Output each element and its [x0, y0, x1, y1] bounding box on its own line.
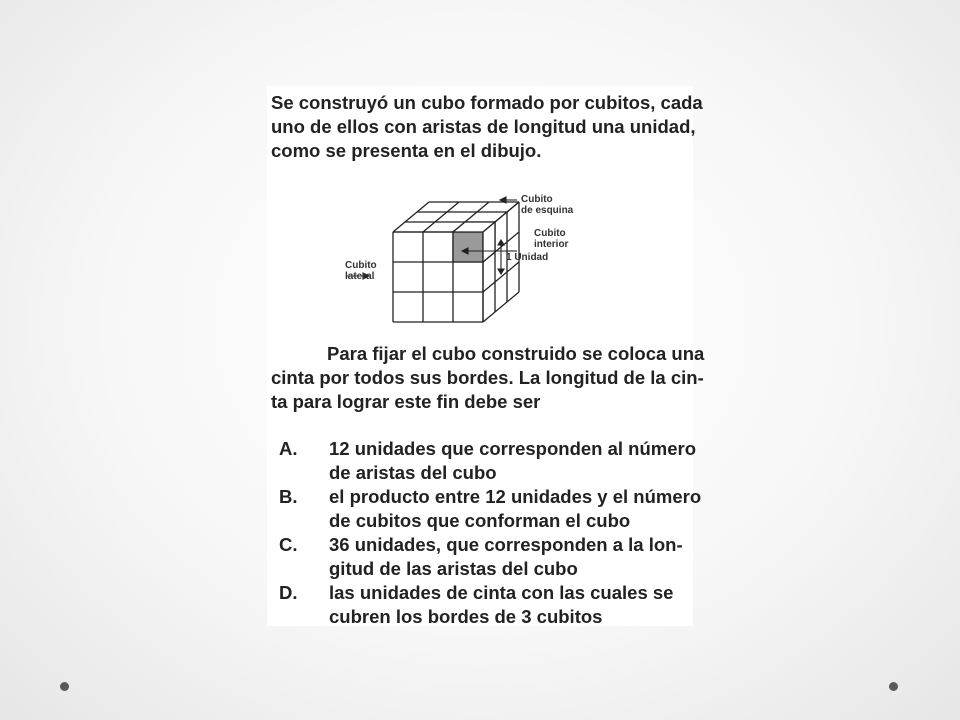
option-a[interactable] — [275, 437, 697, 485]
option-line: de cubitos que conforman el cubo — [329, 510, 631, 531]
label-lateral-line1: Cubito — [345, 260, 377, 271]
option-text — [329, 581, 689, 629]
label-corner-cube — [521, 194, 573, 216]
question-card — [267, 86, 705, 627]
label-interior-line1: Cubito — [534, 228, 566, 239]
label-unit: 1 Unidad — [506, 252, 549, 263]
option-text — [329, 533, 689, 581]
label-corner-line1: Cubito — [521, 194, 553, 205]
question-text — [271, 342, 705, 414]
cube-edge — [393, 202, 429, 232]
cube-figure — [335, 184, 605, 334]
intro-line: Se construyó un cubo formado por cubitos, cada — [271, 92, 703, 113]
question-line: Para fijar el cubo construido se coloca una — [327, 343, 705, 364]
slide-dot-left — [60, 682, 69, 691]
cube-edge — [423, 202, 459, 232]
label-lateral-cube — [345, 260, 377, 282]
option-line: las unidades de cinta con las cuales se — [329, 582, 674, 603]
intro-line: como se presenta en el dibujo. — [271, 140, 542, 161]
intro-text — [271, 91, 703, 163]
label-corner-line2: de esquina — [521, 205, 574, 216]
option-line: 36 unidades, que corresponden a la lon- — [329, 534, 683, 555]
cube-grid — [393, 202, 519, 322]
option-text — [329, 437, 697, 485]
option-letter: A. — [279, 438, 298, 459]
question-line: ta para lograr este fin debe ser — [271, 391, 541, 412]
option-line: de aristas del cubo — [329, 462, 497, 483]
option-d[interactable] — [275, 581, 693, 629]
answer-options — [275, 437, 702, 629]
slide-dot-right — [889, 682, 898, 691]
option-line: cubren los bordes de 3 cubitos — [329, 606, 603, 627]
option-letter: B. — [279, 486, 298, 507]
option-letter: D. — [279, 582, 298, 603]
cube-edge — [483, 292, 519, 322]
label-lateral-line2: lateral — [345, 271, 375, 282]
option-line: 12 unidades que corresponden al número — [329, 438, 697, 459]
option-letter: C. — [279, 534, 298, 555]
option-line: el producto entre 12 unidades y el número — [329, 486, 702, 507]
label-interior-line2: interior — [534, 239, 569, 250]
option-text — [329, 485, 702, 533]
question-line: cinta por todos sus bordes. La longitud de la cin- — [271, 367, 704, 388]
option-line: gitud de las aristas del cubo — [329, 558, 578, 579]
shaded-cubito — [453, 232, 483, 262]
option-b[interactable] — [275, 485, 702, 533]
option-c[interactable] — [275, 533, 693, 581]
label-interior-cube — [534, 228, 568, 250]
intro-line: uno de ellos con aristas de longitud una unidad, — [271, 116, 696, 137]
